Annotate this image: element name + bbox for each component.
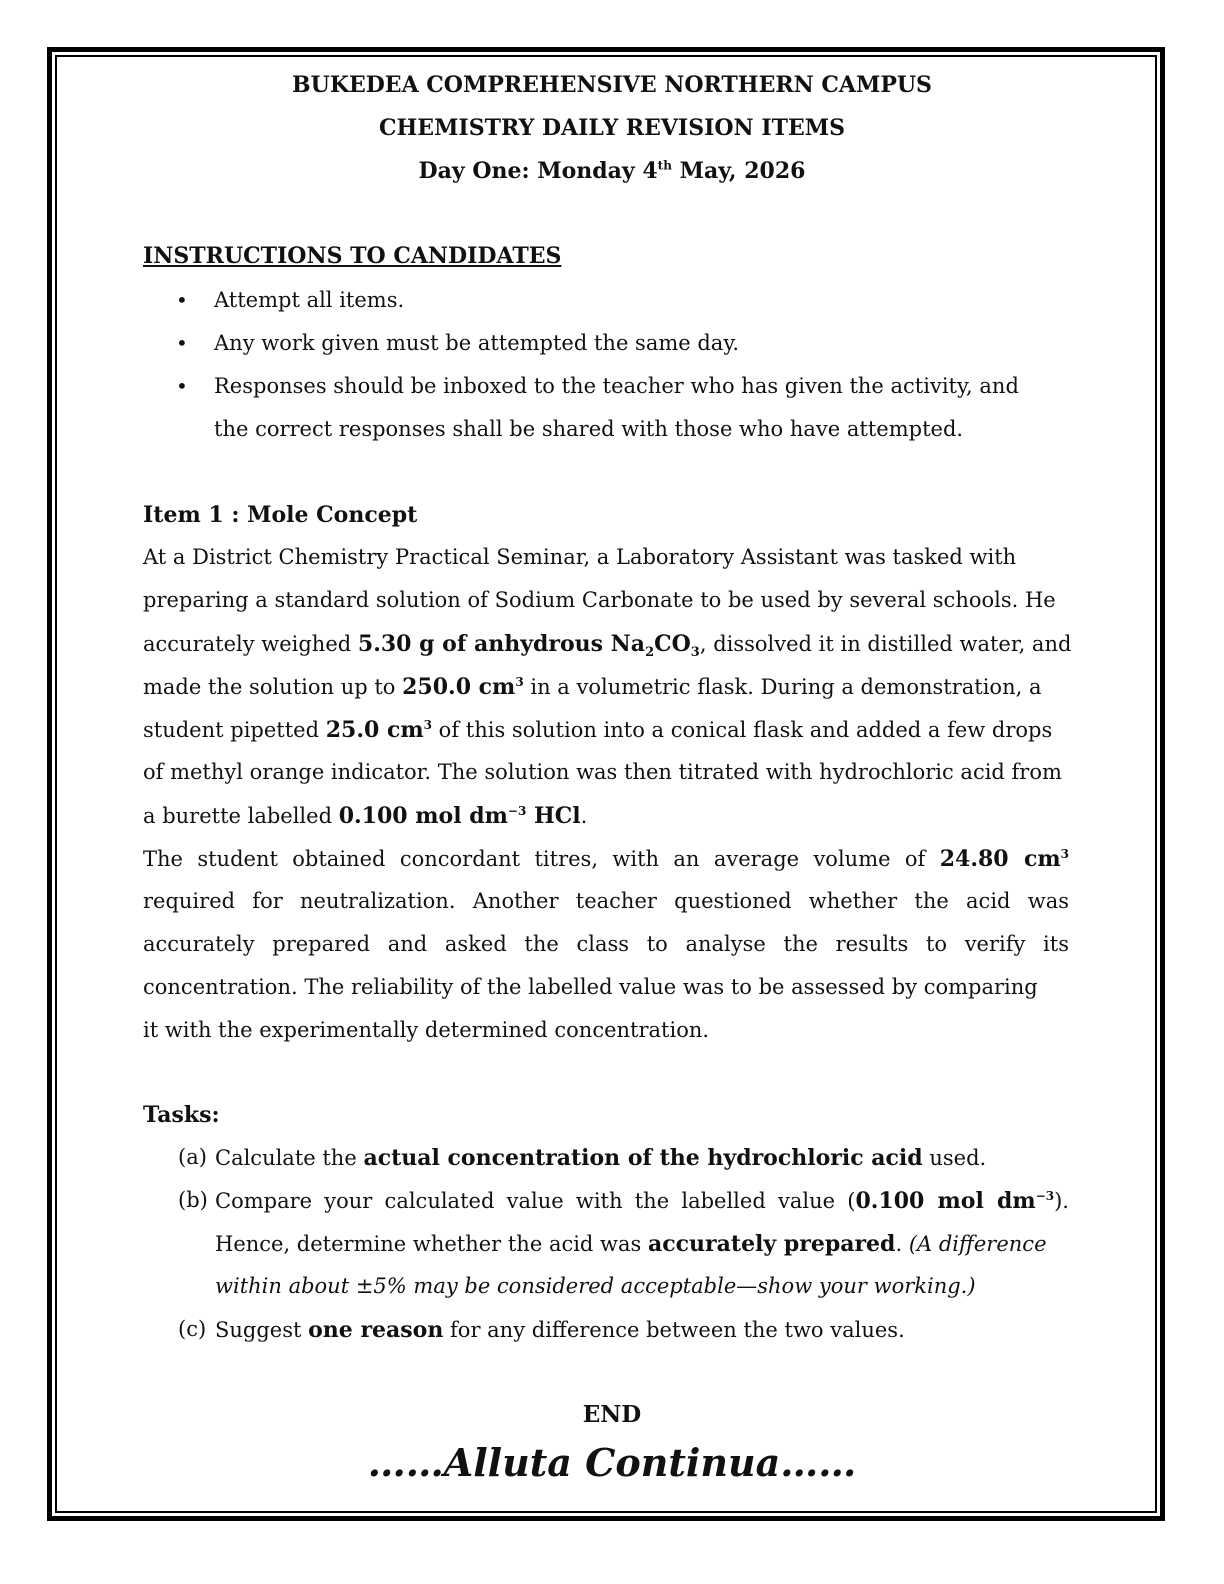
item-text-line: student pipetted 25.0 $cm^3$ of this solution into a conical flask and added a few drops [143, 717, 1053, 743]
item-text-line: a burette labelled 0.100 mol $dm^{-3}$ HCl. [143, 803, 588, 829]
document-title: CHEMISTRY DAILY REVISION ITEMS [379, 115, 845, 141]
item-text-line: concentration. The reliability of the labelled value was to be assessed by comparing [143, 975, 1038, 999]
task-c-text: Suggest one reason for any difference between the two values. [215, 1317, 905, 1343]
task-a-label: (a) [178, 1145, 207, 1169]
item-text-line: preparing a standard solution of Sodium Carbonate to be used by several schools. He [143, 588, 1056, 612]
bullet-icon: • [176, 331, 188, 355]
school-name: BUKEDEA COMPREHENSIVE NORTHERN CAMPUS [292, 72, 932, 98]
item-text-line: accurately weighed 5.30 g of anhydrous $Na_2CO_3$, dissolved it in distilled water, and [143, 631, 1072, 661]
item-text-line: At a District Chemistry Practical Seminar, a Laboratory Assistant was tasked with [143, 545, 1017, 569]
tasks-heading: Tasks: [143, 1102, 220, 1128]
task-b-label: (b) [178, 1188, 208, 1212]
item-heading: Item 1 : Mole Concept [143, 502, 418, 528]
item-text-line: of methyl orange indicator. The solution was then titrated with hydrochloric acid from [143, 760, 1062, 784]
item-text-line: accurately prepared and asked the class to analyse the results to verify its [143, 932, 1069, 956]
bullet-icon: • [176, 374, 188, 398]
task-b-text: Compare your calculated value with the labelled value (0.100 mol $dm^{-3}$). [215, 1188, 1069, 1214]
task-b-text-continued: Hence, determine whether the acid was accurately prepared. (A difference [215, 1231, 1047, 1257]
instruction-item: Attempt all items. [214, 288, 405, 312]
instruction-item: Responses should be inboxed to the teacher who has given the activity, and [214, 374, 1019, 398]
task-c-label: (c) [178, 1317, 207, 1341]
instruction-item: Any work given must be attempted the same day. [214, 331, 740, 355]
task-a-text: Calculate the actual concentration of the hydrochloric acid used. [215, 1145, 987, 1171]
item-text-line: The student obtained concordant titres, with an average volume of 24.80 $cm^3$ [143, 846, 1070, 872]
item-text-line: required for neutralization. Another teacher questioned whether the acid was [143, 889, 1069, 913]
instructions-heading: INSTRUCTIONS TO CANDIDATES [143, 243, 562, 269]
instruction-item-continued: the correct responses shall be shared with those who have attempted. [214, 417, 964, 441]
closing-motto: ……Alluta Continua…… [367, 1440, 857, 1485]
document-date: Day One: Monday 4th May, 2026 [418, 158, 806, 184]
bullet-icon: • [176, 288, 188, 312]
item-text-line: it with the experimentally determined concentration. [143, 1018, 710, 1042]
item-text-line: made the solution up to 250.0 $cm^3$ in a volumetric flask. During a demonstration, a [143, 674, 1042, 700]
task-b-note: within about ±5% may be considered acceptable—show your working.) [215, 1274, 976, 1298]
end-marker: END [582, 1401, 642, 1428]
